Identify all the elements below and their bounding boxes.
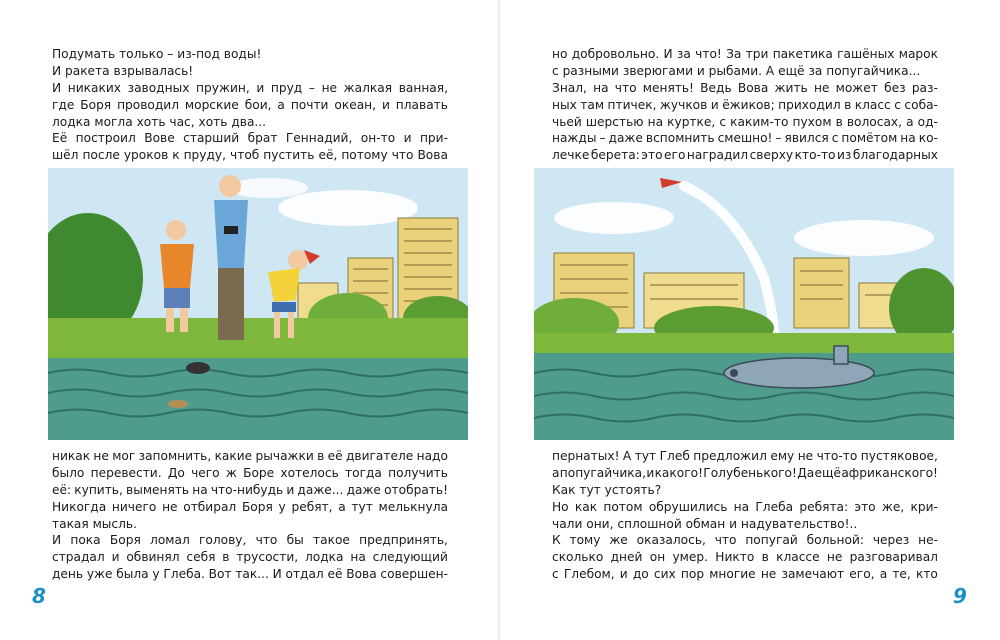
text-line: с разными зверюгами и рыбами. А ещё за попугайчика... [552, 63, 921, 78]
text-line: И пока Боря ломал голову, что бы такое предпринять, [52, 533, 448, 548]
text-line: чьей шерстью на куртке, с каким-то пухом в волосах, а од- [552, 114, 938, 129]
text-line: ных там птичек, жучков и ёжиков; приходил в класс с соба- [552, 97, 938, 112]
text-line: но добровольно. И за что! За три пакетика гашёных марок [552, 47, 938, 61]
page-number-left: 8 [32, 584, 46, 608]
pond-water [48, 358, 468, 440]
text-line: Её построил Вове старший брат Геннадий, он-то и при- [52, 131, 448, 146]
right-top-paragraphs [552, 46, 938, 164]
reflection [168, 400, 188, 408]
illustration-submarine-rocket [534, 168, 954, 440]
text-line: страдал и обвинял себя в трусости, лодка на следующий [52, 550, 448, 565]
cloud [278, 190, 418, 226]
right-bottom-paragraphs [552, 448, 938, 583]
text-line: Подумать только – из-под воды! [52, 47, 262, 61]
text-line: Но как потом обрушились на Глеба ребята: это же, кри- [552, 499, 938, 514]
text-line: Как тут устоять? [552, 482, 662, 497]
left-top-paragraphs [52, 46, 448, 164]
text-line: день уже была у Глеба. Вот так... И отдал её Вова совершен- [52, 567, 448, 582]
text-line: никак не мог запомнить, какие рычажки в её двигателе надо [52, 449, 448, 463]
cloud [794, 220, 934, 256]
text-line: лечке берета: это его наградил сверху кто-то из благодарных [552, 148, 938, 163]
text-line: а попугайчика, и какого! Голубенького! Да ещё африканского! [552, 465, 938, 480]
text-line: пернатых! А тут Глеб предложил ему не что-то пустяковое, [552, 449, 938, 463]
text-line: её: купить, выменять на что-нибудь и даже... даже отобрать! [52, 482, 448, 497]
text-line: чали они, сплошной обман и надувательство!.. [552, 516, 858, 531]
submarine-tower [186, 362, 210, 374]
cloud [554, 202, 674, 234]
text-line: И никаких заводных пружин, и пруд – не жалкая ванная, [52, 80, 448, 95]
text-line: нажды – даже вспомнить смешно! – явился с помётом на ко- [552, 131, 938, 146]
text-line: Знал, на что менять! Ведь Вова жить не может без раз- [552, 80, 938, 95]
text-line: такая мысль. [52, 516, 137, 531]
page-number-right: 9 [953, 584, 967, 608]
text-line: И ракета взрывалась! [52, 63, 194, 78]
text-line: лодка могла хоть час, хоть два... [52, 114, 267, 129]
text-line: с Глебом, и до сих пор многие не замечают его, а те, кто [552, 567, 938, 582]
illustration-boys-with-rc-boat [48, 168, 468, 440]
text-line: было перевести. До чего ж Боре хотелось тогда получить [52, 465, 448, 480]
right-page [500, 0, 1000, 640]
text-line: Никогда ничего не отбирал Боря у ребят, а тут мелькнула [52, 499, 448, 514]
text-line: К тому же оказалось, что попугай больной: через не- [552, 533, 938, 548]
text-line: где Боря проводил морские бои, а почти океан, и плавать [52, 97, 448, 112]
left-bottom-paragraphs [52, 448, 448, 583]
grass-bank [48, 318, 468, 363]
text-line: сколько дней он умер. Никто в классе не разговаривал [552, 550, 938, 565]
text-line: шёл после уроков к пруду, чтоб пустить её, потому что Вова [52, 148, 448, 163]
